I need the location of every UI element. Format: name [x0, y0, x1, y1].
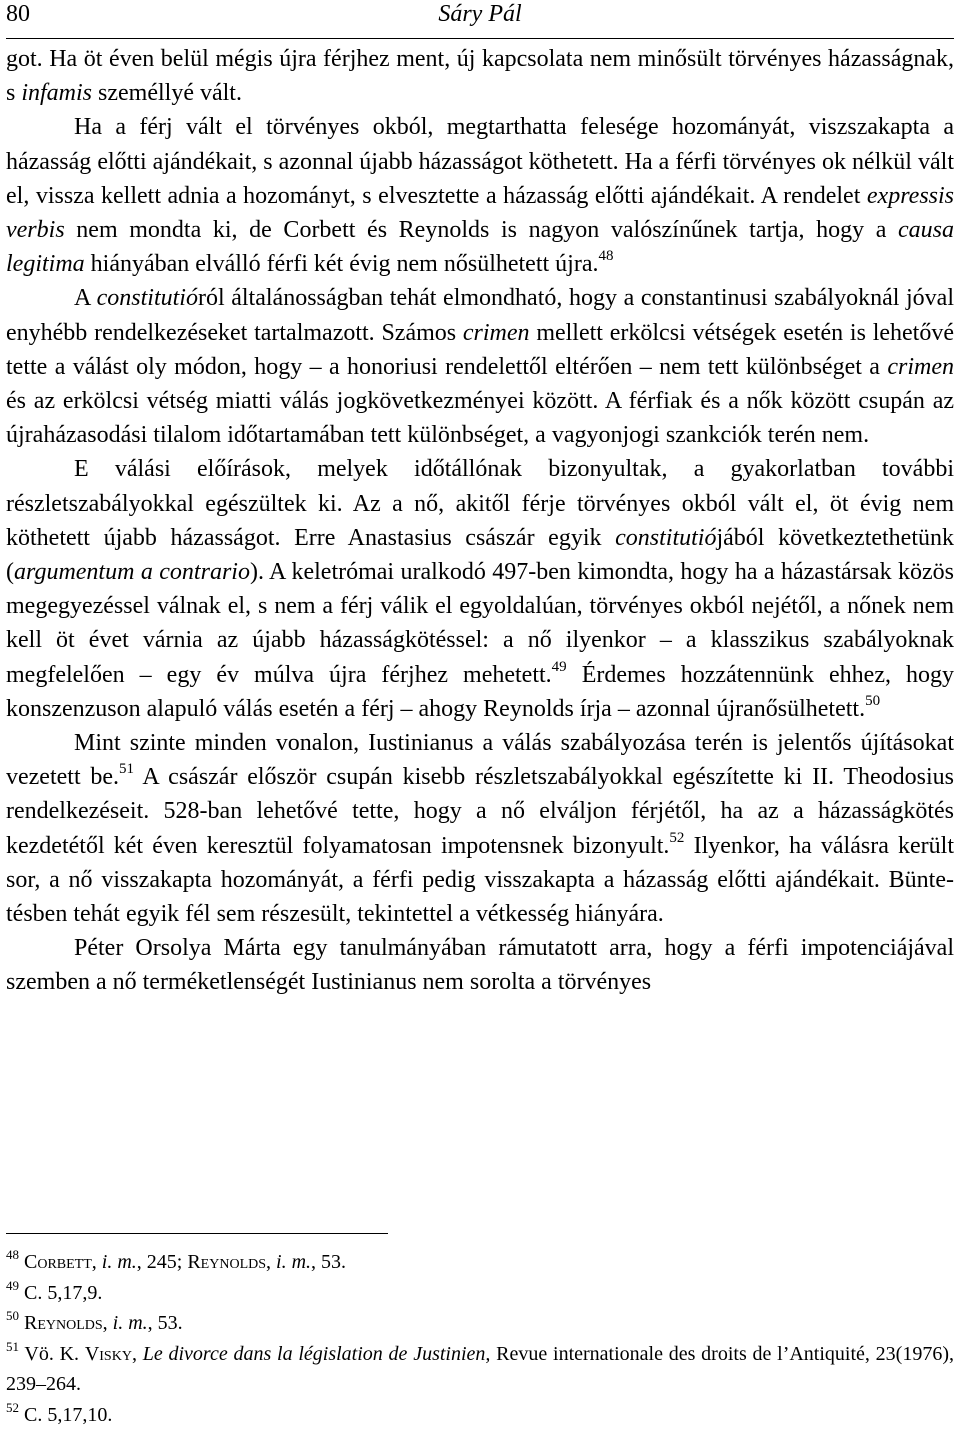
footnote	[6, 1308, 954, 1339]
italic-text: Le divorce dans la législation de Justinien,	[142, 1342, 491, 1365]
text-run: got. Ha öt éven belül mégis újra férjhez ment, új kapcsolata nem minősült törvényes házasságnak, s	[6, 46, 954, 107]
text-run: C. 5,17,9.	[19, 1281, 103, 1304]
text-run: Mint szinte minden vonalon, Iustinianus a válás szabályozása terén is jelentős újításokat vezetett be.	[6, 730, 954, 791]
text-run: Revue internationale des droits de l’Antiquité, 23(1976), 239–264.	[6, 1342, 954, 1395]
footnote-ref: 50	[865, 692, 881, 709]
text-run: C. 5,17,10.	[19, 1403, 113, 1426]
paragraph	[6, 452, 954, 726]
text-run: ,	[266, 1251, 277, 1273]
text-run: ,	[102, 1312, 113, 1334]
author-name: Visky	[84, 1342, 132, 1365]
italic-text: expressis verbis	[6, 182, 954, 244]
footnote-ref: 52	[669, 829, 685, 846]
paragraph	[6, 931, 954, 999]
body-text	[6, 42, 954, 1000]
page-number: 80	[6, 1, 30, 27]
text-run: Ilyenkor, ha válásra került sor, a nő visszakapta hozományát, a férfi pedig visszakapta a házasság előtti ajándékait. Büntetésben tehát egyik fél sem részesült, tekintettel a vétkesség hiányára.	[6, 832, 954, 928]
text-run: hiányában elválló férfi két évig nem nősülhetett újra.	[84, 251, 599, 278]
footnote	[6, 1400, 954, 1431]
italic-text: crimen	[462, 319, 530, 346]
text-run: nem mondta ki, de Corbett és Reynolds is nagyon valószínűnek tartja, hogy a	[64, 217, 898, 244]
paragraph	[6, 110, 954, 281]
text-run: , 245;	[136, 1251, 188, 1273]
paragraph	[6, 726, 954, 931]
italic-text: i. m.	[112, 1312, 148, 1334]
page-header	[6, 0, 954, 39]
italic-text: infamis	[21, 80, 93, 107]
italic-text: causa legitima	[6, 217, 954, 278]
text-run: Ha a férj vált el törvényes okból, megtarthatta felesége hozományát, viszszakapta a házasság előtti ajándékait, s azonnal újabb házasságot köthetett. Ha a férfi törvényes ok nélkül vált el, vissza kellett adnia a hozományt, s elvesztette a házasság előtti ajándékait. A rendelet	[6, 114, 954, 209]
footnote-ref: 51	[6, 1338, 19, 1354]
author-name: Reynolds	[24, 1312, 103, 1334]
paragraph	[6, 42, 954, 110]
italic-text: i. m.	[276, 1251, 312, 1273]
author-name: Reynolds	[187, 1251, 267, 1273]
footnote-ref: 49	[6, 1277, 19, 1293]
text-run: E válási előírások, melyek időtállónak bizonyultak, a gyakorlatban további részletszabályokkal egészültek ki. Az a nő, akitől férje törvényes okból vált el, öt évig nem köthetett újabb házasságot. Erre Anastasius császár egyik	[6, 456, 954, 551]
footnote-ref: 51	[119, 761, 135, 778]
footnote-ref: 48	[598, 248, 614, 265]
text-run: A	[74, 285, 97, 312]
text-run: , 53.	[147, 1312, 183, 1334]
text-run: mellett erkölcsi vétségek esetén is lehetővé tette a válást oly módon, hogy – a honoriusi rendelettől eltérően – nem tett különbséget a	[6, 319, 954, 380]
footnote-ref: 50	[6, 1308, 19, 1323]
text-run: ). A keletrómai uralkodó 497-ben kimondta, hogy ha a házastársak közös megegyezéssel válnak el, s nem a férj válik el egyoldalúan, törvényes okból nejétől, a nőnek nem kell öt évet várnia az újabb házasságkötéssel: a nő ilyenkor – a klasszikus szabályoknak megfelelően – egy év múlva újra férjhez mehetett.	[6, 559, 954, 688]
text-run: , 53.	[311, 1251, 347, 1273]
footnote-ref: 49	[551, 658, 567, 675]
footnote-separator	[6, 1233, 388, 1234]
footnote-ref: 48	[6, 1247, 19, 1262]
footnote	[6, 1247, 954, 1278]
italic-text: i. m.	[101, 1251, 137, 1273]
text-run: ,	[131, 1342, 143, 1365]
text-run: személlyé vált.	[92, 80, 242, 107]
text-run: ,	[91, 1251, 102, 1273]
author-name: Corbett	[24, 1251, 92, 1273]
text-run: és az erkölcsi vétség miatti válás jogkövetkezményei között. A férfiak és a nők között csupán az újraházasodási tilalom időtartamában tett különbséget, a vagyonjogi szankciók terén nem.	[6, 388, 954, 449]
text-run: A császár először csupán kisebb részletszabályokkal egészítette ki II. Theodosius rendelkezéseit. 528-ban lehetővé tette, hogy a nő elváljon férjétől, ha az a házasságkötés kezdetétől két éven keresztül folyamatosan impotensnek bizonyult.	[6, 764, 955, 859]
text-run: Érdemes hozzátennünk ehhez, hogy konszenzuson alapuló válás esetén a férj – ahogy Reynolds írja – azonnal újranősülhetett.	[6, 661, 954, 722]
text-run: Vö. K.	[19, 1342, 85, 1365]
italic-text: crimen	[887, 353, 954, 380]
text-run: ról általánosságban tehát elmondható, hogy a constantinusi szabályoknál jóval enyhébb rendelkezéseket tartalmazott. Számos	[6, 285, 954, 346]
italic-text: constitutió	[96, 285, 198, 312]
footnote	[6, 1339, 954, 1400]
italic-text: argumentum a contrario	[14, 559, 250, 586]
paragraph	[6, 281, 954, 452]
running-head-author: Sáry Pál	[438, 1, 522, 27]
text-run: Péter Orsolya Márta egy tanulmányában rámutatott arra, hogy a férfi impotenciájával szemben a nő terméketlenségét Iustinianus nem sorolta a törvényes	[6, 935, 954, 996]
italic-text: constitutió	[615, 524, 717, 551]
footnote	[6, 1278, 954, 1309]
text-run: jából következtethetünk (	[6, 524, 955, 586]
footnotes	[6, 1247, 954, 1430]
footnote-ref: 52	[6, 1399, 19, 1415]
